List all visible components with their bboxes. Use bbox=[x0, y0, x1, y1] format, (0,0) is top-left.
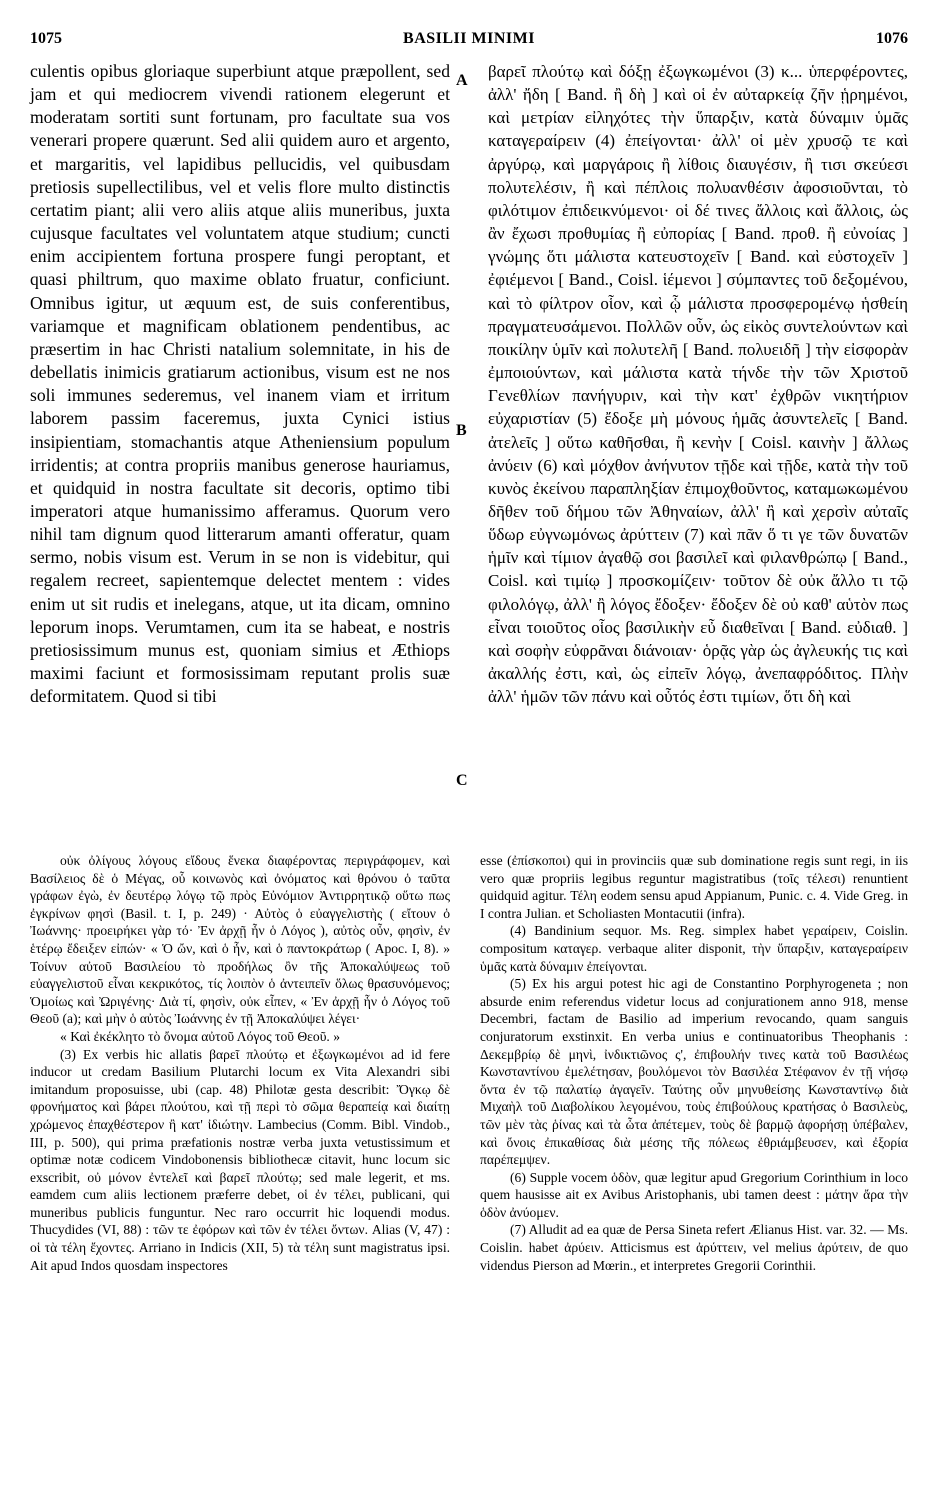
right-page-number: 1076 bbox=[876, 30, 908, 47]
note-greek-quote: « Καὶ ἐκέκλητο τὸ ὄνομα αὐτοῦ Λόγος τοῦ Θεοῦ. » bbox=[60, 1028, 341, 1044]
note-4: (4) Bandinium sequor. Ms. Reg. simplex habet γεραίρειν, Coislin. compositum καταγερ. verbaque aliter disponit, τὴν ὕπαρξιν, καταγεραίρειν ὑμᾶς κατὰ δύναμιν ἐπείγονται. bbox=[480, 923, 908, 974]
section-marker-c: C bbox=[456, 772, 468, 789]
note-greek-continuation: οὐκ ὀλίγους λόγους εἴδους ἕνεκα διαφέροντας περιγράφομεν, καὶ Βασίλειος δὲ ὁ Μέγας, οὗ κοινωνὸς καὶ ὀνόματος καὶ θρόνου ὁ ταῦτα γράφων ἐγὼ, ἐν δευτέρῳ λόγῳ τῷ πρὸς Εὐνόμιον Ἀντιρρητικῷ οὕτω πως ἐγκρίνων φησὶ (Basil. t. I, p. 249) · Αὐτὸς ὁ εὐαγγελιστὴς ( εἴτουν ὁ Ἰωάννης· προειρήκει γὰρ τό· Ἐν ἀρχῇ ἦν ὁ Λόγος ), αὐτὸς οὖν, φησὶν, ἐν ἑτέρῳ ἔδειξεν εἰπών· « Ὁ ὤν, καὶ ὁ ἦν, καὶ ὁ παντοκράτωρ ( Apoc. I, 8). » Τοίνυν αὐτοῦ Βασιλείου τὸ προδήλως ὂν τῆς Ἀποκαλύψεως τοῦ εὐαγγελιστοῦ εἶναι κεκρικότος, τίς λοιπὸν ὁ ἀντειπεῖν ὅλως θρασυνόμενος; Ὁμοίως καὶ Ὠριγένης· Διὰ τί, φησὶν, οὐκ εἶπεν, « Ἐν ἀρχῇ ἦν ὁ Λόγος τοῦ Θεοῦ (a); καὶ μὴν ὁ αὐτὸς Ἰωάννης ἐν τῇ Ἀποκαλύψει λέγει· bbox=[30, 853, 450, 1027]
left-page-number: 1075 bbox=[30, 30, 62, 47]
section-marker-a: A bbox=[456, 72, 468, 89]
greek-main-text bbox=[488, 60, 908, 708]
note-3: (3) Ex verbis hic allatis βαρεῖ πλούτῳ et ἐξωγκωμένοι ad id fere inducor ut credam Basilium Plutarchi locum ex Vita Alexandri sibi imitandum proposuisse, ubi (cap. 48) Philotæ gesta describit: Ὄγκῳ δὲ φρονήματος καὶ βάρει πλούτου, καὶ τῇ περὶ τὸ σῶμα θεραπείᾳ καὶ διαίτῃ χρώμενος ἐπαχθέστερον ἢ κατ' ἰδιώτην. Lambecius (Comm. Bibl. Vindob., III, p. 500), qui prima præfationis nostræ verba juxta vetustissimum et optimæ notæ codicem Vindobonensis bibliothecæ citavit, hunc locum sic exscribit, οὐ μόνον ἐντελεῖ καὶ βαρεῖ πλούτῳ; sed male legerit, et ms. eamdem cum aliis lectionem præferre debet, οἱ ἐν τέλει, publicani, qui muneribus publicis funguntur. Nec raro occurrit hic loquendi modus. Thucydides (VI, 88) : τῶν τε ἐφόρων καὶ τῶν ἐν τέλει ὄντων. Alias (V, 47) : οἱ τὰ τέλη ἔχοντες. Arriano in Indicis (XII, 5) τὰ τέλη sunt magistratus ipsi. Ait apud Indos quosdam inspectores bbox=[30, 1046, 450, 1273]
section-marker-b: B bbox=[456, 422, 467, 439]
notes-right-column bbox=[480, 852, 908, 1274]
latin-main-text bbox=[30, 60, 450, 708]
note-5: (5) Ex his argui potest hic agi de Constantino Porphyrogeneta ; non absurde enim referendus videtur locus ad conjurationem anno 918, mense Decembri, factam de Basilio ad imperium revocando, quam sanguis conjuratorum exstinxit. En verba unius e continuatoribus Theophanis : Δεκεμβρίῳ δὲ μηνὶ, ἰνδικτιῶνος ς', ἐπιβουλήν τινες κατὰ τοῦ Βασιλέως Κωνσταντίνου ἐμελέτησαν, βουλόμενοι τὸν Βασιλέα Στέφανον ἐν τῇ νήσῳ ὄντα ἐν τῷ παλατίῳ ἀγαγεῖν. Ταύτης οὖν μηνυθείσης Κωνσταντίνῳ διὰ Μιχαὴλ τοῦ Διαβολίκου λεγομένου, τοὺς ἐπιβούλους κρατήσας ὁ Βασιλεὺς, τῶν μὲν τὰς ῥίνας καὶ τὰ ὦτα ἀπέτεμεν, τοὺς δὲ βαρμῷ ἀφορήσῃ ὑπέβαλεν, καὶ ὄνοις ἐπικαθίσας διὰ μέσης τῆς πόλεως ἐθριάμβευσεν, καὶ ἐξορία παρέπεμψεν. bbox=[480, 976, 908, 1168]
note-6: (6) Supple vocem ὁδὸν, quæ legitur apud Gregorium Corinthium in loco quem hausisse ait ex Avibus Aristophanis, ubi tamen deest : μάτην ἄρα τὴν ὁδὸν ἀνύομεν. bbox=[480, 1169, 908, 1220]
notes-left-column bbox=[30, 852, 450, 1274]
note-continuation: esse (ἐπίσκοποι) qui in provinciis quæ sub dominatione regis sunt regi, in iis vero quæ propriis legibus reguntur magistratibus (τοῖς τέλεσι) renuntient quidquid agitur. Τέλη eodem sensu apud Appianum, Punic. c. 4. Vide Greg. in I contra Julian. et Scholiasten Montacutii (infra). bbox=[480, 853, 908, 921]
page-header bbox=[30, 30, 908, 52]
note-7: (7) Alludit ad ea quæ de Persa Sineta refert Ælianus Hist. var. 32. — Ms. Coislin. habet ἀρύειν. Atticismus est ἀρύττειν, vel melius ἀρύτειν, de quo videndus Pierson ad Mœrin., et interpretes Gregorii Corinthii. bbox=[480, 1222, 908, 1273]
greek-paragraph: βαρεῖ πλούτῳ καὶ δόξῃ ἐξωγκωμένοι (3) κ... ὑπερφέροντες, ἀλλ' ἤδη [ Band. ἢ δὴ ] καὶ οἱ ἐν αὐταρκείᾳ ζῆν ᾑρημένοι, καὶ μετρίαν εἰληχότες τὴν ὕπαρξιν, κατὰ δύναμιν ὑμᾶς καταγεραίρειν (4) ἐπείγονται· ἀλλ' οἱ μὲν χρυσῷ τε καὶ ἀργύρῳ, καὶ μαργάροις ἢ λίθοις διαυγέσιν, ἢ τισι σκεύεσι πολυτελέσιν, ἢ καὶ πέπλοις πολυανθέσιν ἀφοσιοῦνται, τὸ φιλότιμον ἐπιδεικνύμενοι· οἱ δέ τινες ἄλλοις καὶ ἄλλοις, ὡς ἂν ἔχωσι προθυμίας ἢ εὐπορίας [ Band. προθ. ἢ εὐνοίας ] γνώμης ὅτι μάλιστα κατευστοχεῖν [ Band. καὶ εὐστοχεῖν ] ἐφιέμενοι [ Band., Coisl. ἱέμενοι ] σύμπαντες τοῦ δεξομένου, καὶ τὸ φίλτρον οἷον, καὶ ᾧ μάλιστα προσφερομένῳ ἡσθείη πραγματευσάμενοι. Πολλῶν οὖν, ὡς εἰκὸς συντελούντων καὶ ποικίλην ὑμῖν καὶ πολυτελῆ [ Band. πολυειδῆ ] τὴν εἰσφορὰν ἐμποιούντων, καὶ μάλιστα κατὰ τήνδε τὴν τῶν Χριστοῦ Γενεθλίων πανήγυριν, καὶ τὴν κατ' ἐχθρῶν νικητήριον εὐχαριστίαν (5) ἔδοξε μὴ μόνους ἡμᾶς ἀσυντελεῖς [ Band. ἀτελεῖς ] οὕτω καθῆσθαι, ἢ κενὴν [ Coisl. καινὴν ] ἄλλως ἀνύειν (6) καὶ μόχθον ἀνήνυτον τῇδε καὶ τῇδε, κατὰ τὴν τοῦ κυνὸς ἐκείνου παραπληξίαν ἐπιμοχθοῦντος, καταμωκωμένου δῆθεν τοῦ δήμου τῶν Ἀθηναίων, ἀλλ' ἢ καὶ χερσὶν αὐταῖς ὕδωρ εὐγνωμόνως ἀρύττειν (7) καὶ πᾶν ὅ τι γε τῶν δυνατῶν ἡμῖν καὶ τίμιον ἀγαθῷ σοι βασιλεῖ καὶ φιλανθρώπῳ [ Band., Coisl. καὶ τιμίῳ ] προσκομίζειν· τοῦτον δὲ οὐκ ἄλλο τι τῷ φιλολόγῳ, ἀλλ' ἢ λόγος ἔδοξεν· ἔδοξεν δὲ οὐ καθ' αὑτὸν πως εἶναι τοιοῦτος οἷος βασιλικὴν εὖ διαθεῖναι [ Band. εὐδιαθ. ] καὶ σοφὴν εὐφρᾶναι διάνοιαν· ὁρᾷς γὰρ ὡς ἀγλευκής τις καὶ ἀκαλλής ἐστι, καὶ, ὡς εἰπεῖν λόγῳ, ἀνεπαφρόδιτος. Πλὴν ἀλλ' ἡμῶν τῶν πάνυ καὶ οὗτός ἐστι τιμίων, ὅτι δὴ καὶ bbox=[488, 62, 908, 707]
latin-paragraph: culentis opibus gloriaque superbiunt atque præpollent, sed jam et qui mediocrem vivendi rationem elegerunt et moderatam sortiti sunt fortunam, pro facultate sua vos venerari propere quærunt. Sed alii quidem auro et argento, et margaritis, vel lapidibus pellucidis, vel quibusdam pretiosis supellectilibus, vel et velis flore multo distinctis certatim piant; alii vero aliis atque aliis muneribus, juxta cujusque facultates vel voluntatem atque studium; cuncti enim accipientem fortuna prospere fungi peroptant, et quasi philtrum, quo maxime oblato fruatur, conficiunt. Omnibus igitur, ut æquum est, de suis conferentibus, variamque et magnificam oblationem pendentibus, ac præsertim in hac Christi natalium solemnitate, in his de debellatis inimicis gratiarum actionibus, visum est ne nos soli immunes sederemus, vel inanem viam et irritum laborem passim faceremus, juxta Cynici istius insipientiam, stomachantis atque Atheniensium populum irridentis; at contra propriis manibus generose hauriamus, et quidquid in nostra facultate sit decoris, optimo tibi imperatori atque humanissimo afferamus. Quorum vero nihil tam dignum quod litterarum amanti offeratur, quam sermo, nobis visum est. Verum in se non is videbitur, qui regalem recreet, sapientemque delectet mentem : vides enim ut sit rudis et inelegans, atque, ut ita dicam, omnino leporum inops. Verumtamen, cum ita se habeat, e nostris pretiosissimum munus est, quoniam simius et Æthiops maximi faciunt et formosissimam reputant prolis suæ deformitatem. Quod si tibi bbox=[30, 61, 450, 707]
running-title: BASILII MINIMI bbox=[403, 30, 535, 47]
